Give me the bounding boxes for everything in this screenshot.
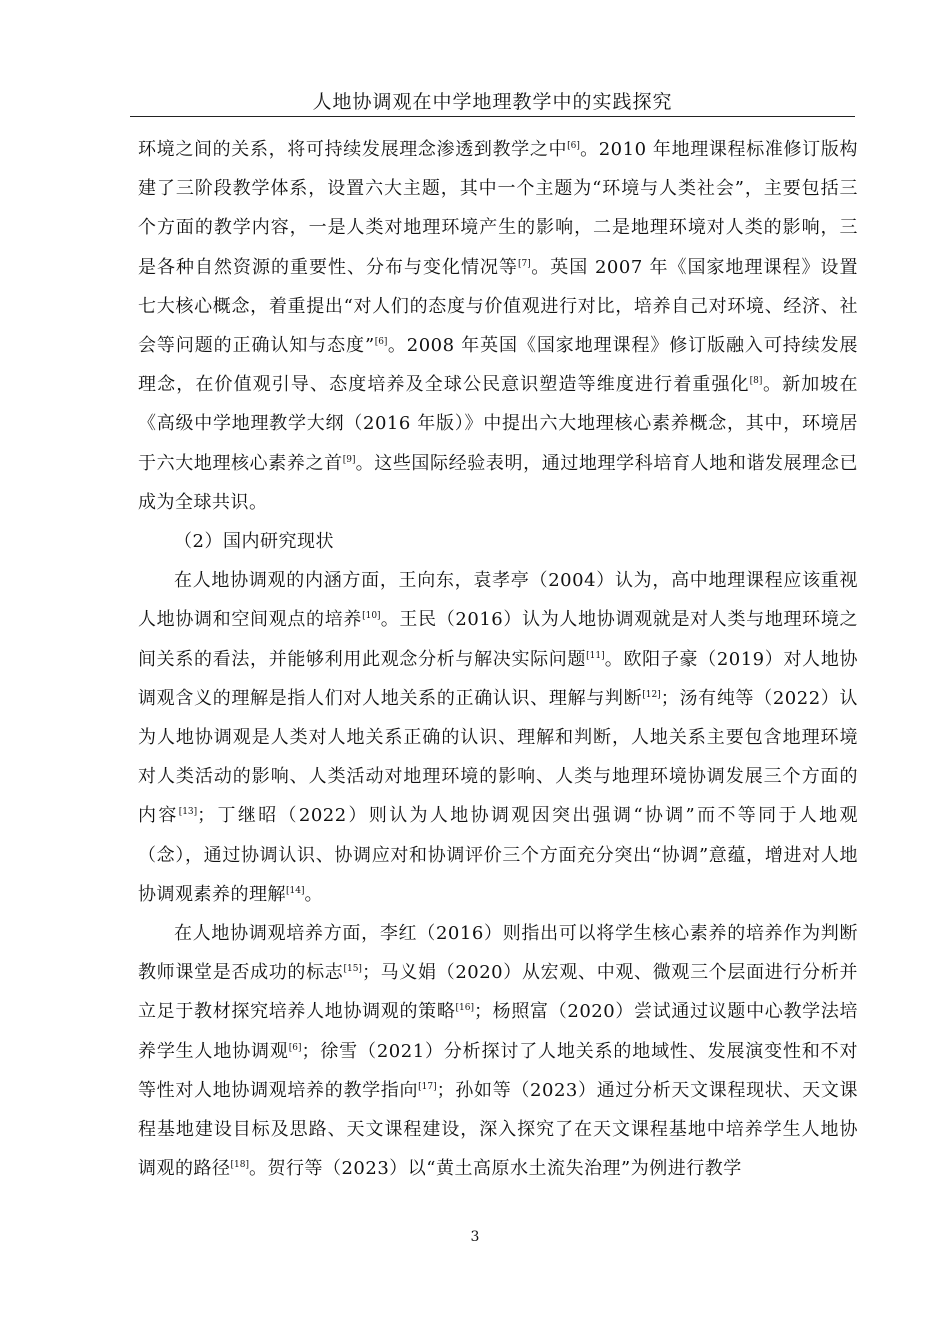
header-divider	[130, 116, 855, 117]
text-run: 环境之间的关系，将可持续发展理念渗透到教学之中	[138, 139, 568, 160]
citation-ref: [14]	[286, 885, 305, 896]
citation-ref: [6]	[288, 1042, 302, 1053]
text-run: ；汤有纯等（2022）认为人地协调观是人类对人地关系正确的认识、理解和判断，人地关系主要包含地理环境对人类活动的影响、人类活动对地理环境的影响、人类与地理环境协调发展三个方面的内容	[138, 687, 859, 827]
citation-ref: [10]	[362, 611, 381, 622]
text-run: ；徐雪（2021）分析探讨了人地关系的地域性、发展演变性和不对等性对人地协调观培养的教学指向	[138, 1040, 858, 1101]
body-paragraph	[138, 561, 858, 914]
citation-ref: [9]	[342, 454, 356, 465]
citation-ref: [6]	[374, 337, 388, 348]
text-run: （2）国内研究现状	[174, 531, 334, 553]
body-paragraph	[138, 914, 858, 1188]
text-run: ；马义娟（2020）从宏观、中观、微观三个层面进行分析并立足于教材探究培养人地协调观的策略	[138, 962, 858, 1023]
text-run: ；孙如等（2023）通过分析天文课程现状、天文课程基地建设目标及思路、天文课程建设，深入探究了在天文课程基地中培养学生人地协调观的路径	[138, 1079, 859, 1180]
citation-ref: [15]	[343, 964, 362, 975]
running-header-title: 人地协调观在中学地理教学中的实践探究	[312, 91, 673, 113]
citation-ref: [17]	[418, 1081, 437, 1092]
text-run: 。贺行等（2023）以“黄土高原水土流失治理”为例进行教学	[248, 1158, 742, 1180]
citation-ref: [16]	[455, 1003, 474, 1014]
citation-ref: [12]	[642, 689, 661, 700]
section-heading	[138, 522, 858, 561]
body-paragraph	[138, 130, 858, 522]
text-run: ；杨照富（2020）尝试通过议题中心教学法培养学生人地协调观	[138, 1001, 858, 1062]
text-run: 在人地协调观的内涵方面，王向东，袁孝亭（2004）认为，高中地理课程应该重视人地协调和空间观点的培养	[138, 570, 858, 631]
text-run: 在人地协调观培养方面，李红（2016）则指出可以将学生核心素养的培养作为判断教师课堂是否成功的标志	[138, 923, 858, 984]
citation-ref: [6]	[567, 141, 580, 151]
text-run: 。	[304, 883, 323, 905]
citation-ref: [8]	[749, 376, 763, 387]
text-run: ；丁继昭（2022）则认为人地协调观因突出强调“协调”而不等同于人地观（念），通过协调认识、协调应对和协调评价三个方面充分突出“协调”意蕴，增进对人地协调观素养的理解	[138, 805, 858, 905]
text-run: 。欧阳子豪（2019）对人地协调观含义的理解是指人们对人地关系的正确认识、理解与判断	[138, 648, 859, 709]
body-text	[138, 130, 858, 1188]
citation-ref: [11]	[586, 650, 605, 661]
citation-ref: [7]	[518, 258, 531, 269]
text-run: 。英国 2007 年《国家地理课程》设置七大核心概念，着重提出“对人们的态度与价值观进行对比，培养自己对环境、经济、社会等问题的正确认知与态度”	[138, 256, 858, 357]
text-run: 。2010 年地理课程标准修订版构建了三阶段教学体系，设置六大主题，其中一个主题为“环境与人类社会”，主要包括三个方面的教学内容，一是人类对地理环境产生的影响，二是地理环境对人类的影响，三是各种自然资源的重要性、分布与变化情况等	[138, 139, 859, 278]
text-run: 。王民（2016）认为人地协调观就是对人类与地理环境之间关系的看法，并能够利用此观念分析与解决实际问题	[138, 609, 859, 670]
citation-ref: [13]	[178, 807, 198, 818]
text-run: 。新加坡在《高级中学地理教学大纲（2016 年版）》中提出六大地理核心素养概念，其中，环境居于六大地理核心素养之首	[138, 374, 858, 474]
text-run: 。这些国际经验表明，通过地理学科培育人地和谐发展理念已成为全球共识。	[138, 452, 859, 513]
page-number: 3	[470, 1229, 480, 1245]
text-run: 。2008 年英国《国家地理课程》修订版融入可持续发展理念，在价值观引导、态度培养及全球公民意识塑造等维度进行着重强化	[138, 335, 859, 396]
citation-ref: [18]	[230, 1160, 249, 1171]
